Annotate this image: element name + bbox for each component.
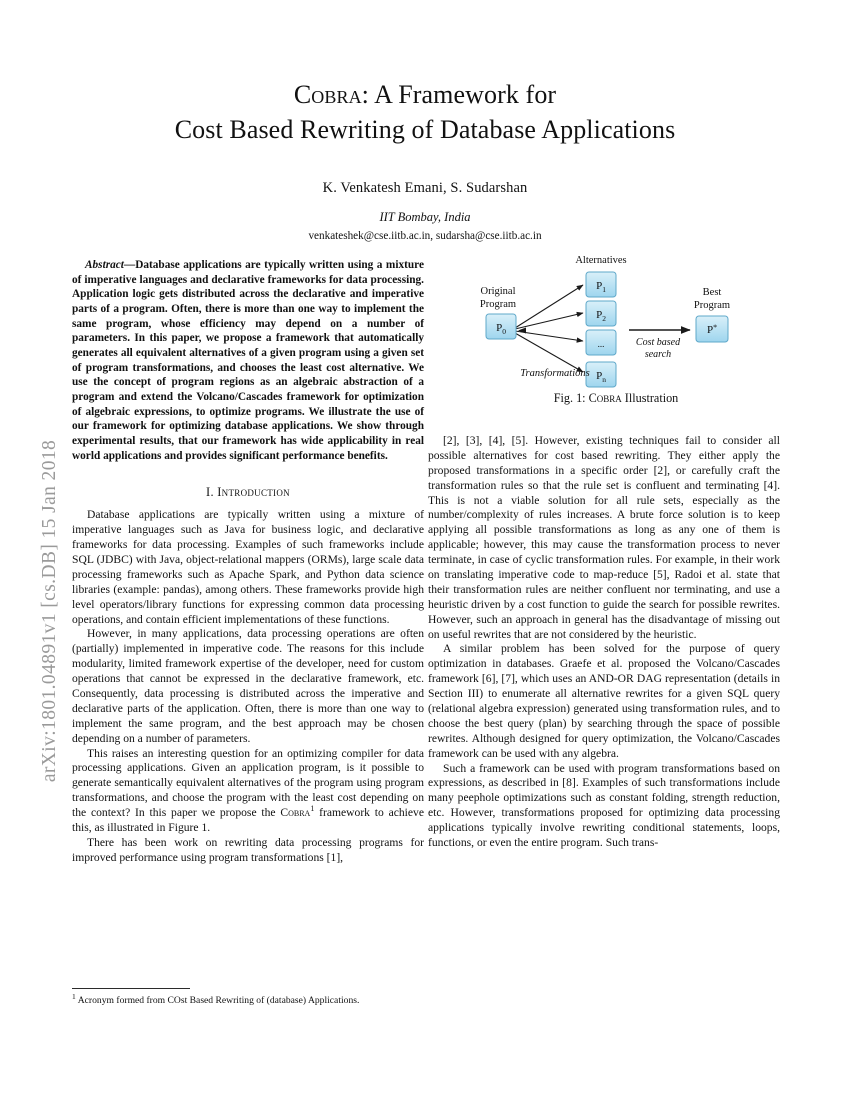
label-alternatives: Alternatives [575,255,627,266]
right-column [428,434,780,851]
intro-p3-part-b: framework to achieve this, as illustrated in Figure 1. [72,806,424,835]
title-line2: Cost Based Rewriting of Database Applications [174,114,676,144]
author-emails: venkateshek@cse.iitb.ac.in, sudarsha@cse.iitb.ac.in [308,229,542,242]
intro-p3-part-a: This raises an interesting question for an optimizing compiler for data processing applications. Given an application program, is it possible to generate semantically equivalent alternatives of the program using program transformations, and choose the program with the least cost depending on the context? In this paper we propose the [72,746,424,820]
cobra-diagram-svg [440,252,792,412]
svg-text:P0: $P_0$ [496,322,506,336]
label-cost-based: Cost based [635,337,681,348]
node-p2 [586,301,616,326]
title-block [70,78,780,242]
footnote-divider [72,988,190,989]
intro-p3-acronym: Cobra [280,806,311,820]
affiliation: IIT Bombay, India [379,209,471,224]
footnote-marker: 1 [72,991,76,1001]
arxiv-stamp: arXiv:1801.04891v1 [cs.DB] 15 Jan 2018 [39,439,60,783]
figure-cobra-illustration [440,252,792,412]
node-pn [586,362,616,387]
label-best-program-line1: Best [702,287,722,298]
svg-text:P*: P* [706,323,718,336]
footnote-reference[interactable]: 1 [310,804,315,814]
svg-text:P2: $P_2$ [596,309,606,323]
caption-prefix: Fig. 1: [553,391,589,405]
section-heading-introduction: I. Introduction [206,485,290,500]
node-pstar [696,316,728,342]
footnote-text [72,991,424,1007]
label-search: search [644,349,672,360]
label-transformations: Transformations [520,368,590,379]
footnote-body: Acronym formed from COst Based Rewriting of (database) Applications. [77,995,360,1006]
abstract-dash: — [123,259,136,271]
abstract-paragraph [72,258,424,463]
intro-paragraph-3 [72,747,424,836]
intro-paragraph-1: Database applications are typically written using a mixture of imperative languages such as Java for business logic, and declarative frameworks for data processing. Examples of such frameworks include SQL (JDBC) with Java, object-relational mappers (ORMs), large scale data processing frameworks such as Apache Spark, and Python data science libraries (example: pandas), among others. These frameworks provide high level operators/library functions for expressing common data processing operations, and contain efficient implementations of these functions. [72,508,424,626]
label-original-program-line2: Program [479,299,517,310]
right-paragraph-1: [2], [3], [4], [5]. However, existing techniques fail to consider all possible alternatives for cost based rewriting. They either apply the proposed transformations in a specific order [2], or carefully craft the transformation rules so that the rule set is confluent and terminating [4]. This is not a viable solution for all rule sets, especially as the number/complexity of rules increases. A brute force solution is to keep applying all possible transformations as long as any one of them is applicable; however, this may cause the transformation process to never terminate, in case of cyclic transformation rules. For example, in their work on translating imperative code to map-reduce [5], Radoi et al. state that their transformation rules are neither confluent nor terminating, and use a heuristic driven by a cost function to guide the search for possible rewrites. However, such an approach in general has the disadvantage of missing out on useful rewrites that are not considered by the heuristic. [428,434,780,641]
figure-caption [440,391,792,406]
right-paragraph-3: Such a framework can be used with program transformations based on expressions, as described in [8]. Examples of such transformations include many peephole optimizations such as constant folding, strength reduction, etc. However, transformations proposed for optimizing data processing applications typically involve rewriting conditional statements, loops, functions, or even the entire program. Such trans- [428,761,780,850]
svg-text:Pn: $P_n$ [596,370,606,384]
footnote-zone [72,988,424,1007]
abstract-label: Abstract [85,259,124,271]
right-paragraph-2: A similar problem has been solved for the purpose of query optimization in databases. Graefe et al. proposed the Volcano/Cascades framework [6], [7], which uses an AND-OR DAG representation (details in Section III) to enumerate all alternative rewrites for a given SQL query (relational algebra expression) generated using transformation rules, and to choose the best query (plan) by searching through the space of possible rewrites. Although designed for query optimization, the Volcano/Cascades framework can be used with any algebra. [428,642,780,760]
title-line1-rest: : A Framework for [361,80,557,109]
title-acronym: Cobra [293,80,362,109]
author-names: K. Venkatesh Emani, S. Sudarshan [322,179,528,196]
label-original-program-line1: Original [480,286,516,297]
svg-text:P1: $P_1$ [596,280,606,294]
svg-text:...: ... [597,339,605,349]
left-column [72,258,424,866]
abstract-text: Database applications are typically written using a mixture of imperative languages and declarative frameworks for data processing. Application logic gets distributed across the declarative and imperative parts of a program. Often, there is more than one way to implement the same program, whose efficiency may depend on a number of parameters. In this paper, we propose a framework that automatically generates all equivalent alternatives of a given program using a given set of program transformations, and chooses the least cost alternative. We use the concept of program regions as an algebraic abstraction of a program and extend the Volcano/Cascades framework for optimization of algebraic expressions, to optimize programs. We illustrate the use of our framework for optimizing database applications. We show through experimental results, that our framework has wide applicability in real world applications and provides significant performance benefits. [72,259,424,462]
caption-suffix: Illustration [621,391,679,405]
intro-paragraph-4: There has been work on rewriting data processing programs for improved performance using program transformations [1], [72,835,424,864]
label-best-program-line2: Program [693,300,731,311]
node-p1 [586,272,616,297]
page-title [70,78,780,148]
intro-paragraph-2: However, in many applications, data processing operations are often (partially) implemented in imperative code. The reasons for this include modularity, limited framework expertise of the developer, need for custom operations that cannot be expressed in the declarative framework, etc. Consequently, data processing is distributed across the imperative and declarative parts of the application. Often, there is more than one way to implement the same program, and the best approach may be chosen depending on a number of parameters. [72,627,424,745]
caption-acronym: Cobra [588,391,622,405]
node-ellipsis [586,330,616,355]
node-p0 [486,314,516,339]
